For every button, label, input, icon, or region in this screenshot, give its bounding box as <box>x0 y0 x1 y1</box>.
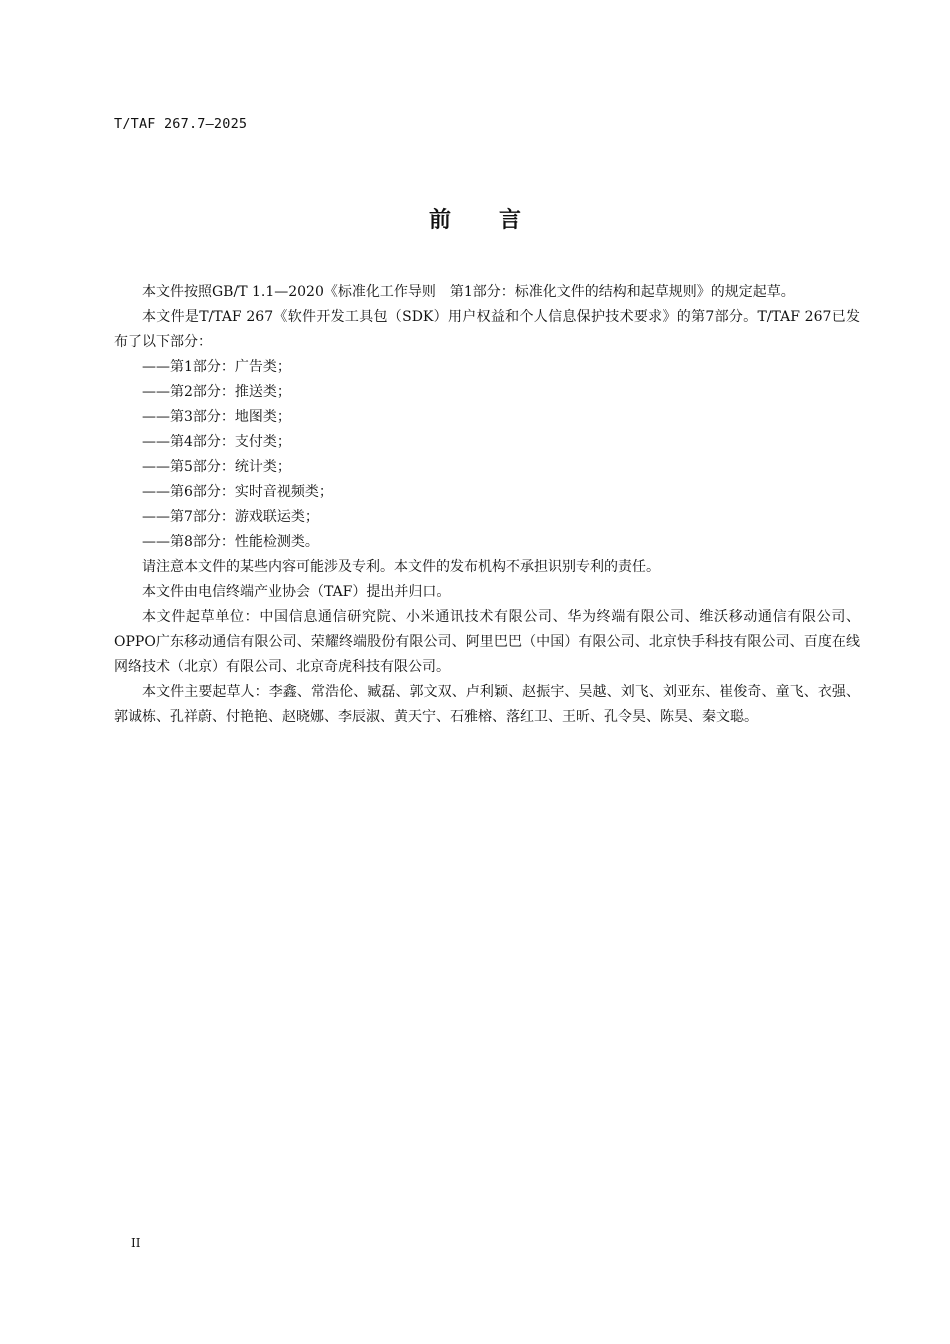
list-item: ——第2部分：推送类； <box>142 384 291 400</box>
list-item: ——第3部分：地图类； <box>142 409 291 425</box>
list-item: ——第8部分：性能检测类。 <box>142 534 319 550</box>
paragraph-drafting-organizations: 本文件起草单位：中国信息通信研究院、小米通讯技术有限公司、华为终端有限公司、维沃移动通信有限公司、OPPO广东移动通信有限公司、荣耀终端股份有限公司、阿里巴巴（中国）有限公司、北京快手科技有限公司、百度在线网络技术（北京）有限公司、北京奇虎科技有限公司。 <box>114 609 860 675</box>
paragraph-drafters: 本文件主要起草人：李鑫、常浩伦、臧磊、郭文双、卢利颖、赵振宇、吴越、刘飞、刘亚东、崔俊奇、童飞、衣强、郭诚栋、孔祥蔚、付艳艳、赵晓娜、李辰淑、黄天宁、石雅榕、落红卫、王昕、孔令昊、陈昊、秦文聪。 <box>114 684 860 725</box>
page-number: II <box>131 1236 141 1250</box>
paragraph-drafting-rules: 本文件按照GB/T 1.1—2020《标准化工作导则 第1部分：标准化文件的结构和起草规则》的规定起草。 <box>142 284 795 300</box>
paragraph-series-intro: 本文件是T/TAF 267《软件开发工具包（SDK）用户权益和个人信息保护技术要求》的第7部分。T/TAF 267已发布了以下部分： <box>114 309 860 350</box>
document-code: T/TAF 267.7—2025 <box>114 116 248 132</box>
list-item: ——第7部分：游戏联运类； <box>142 509 319 525</box>
list-item: ——第6部分：实时音视频类； <box>142 484 333 500</box>
foreword-body <box>114 280 860 730</box>
list-item: ——第5部分：统计类； <box>142 459 291 475</box>
list-item: ——第1部分：广告类； <box>142 359 291 375</box>
page-title: 前言 <box>428 208 569 233</box>
paragraph-patent-notice: 请注意本文件的某些内容可能涉及专利。本文件的发布机构不承担识别专利的责任。 <box>142 559 660 575</box>
list-item: ——第4部分：支付类； <box>142 434 291 450</box>
paragraph-proposer: 本文件由电信终端产业协会（TAF）提出并归口。 <box>142 584 451 600</box>
